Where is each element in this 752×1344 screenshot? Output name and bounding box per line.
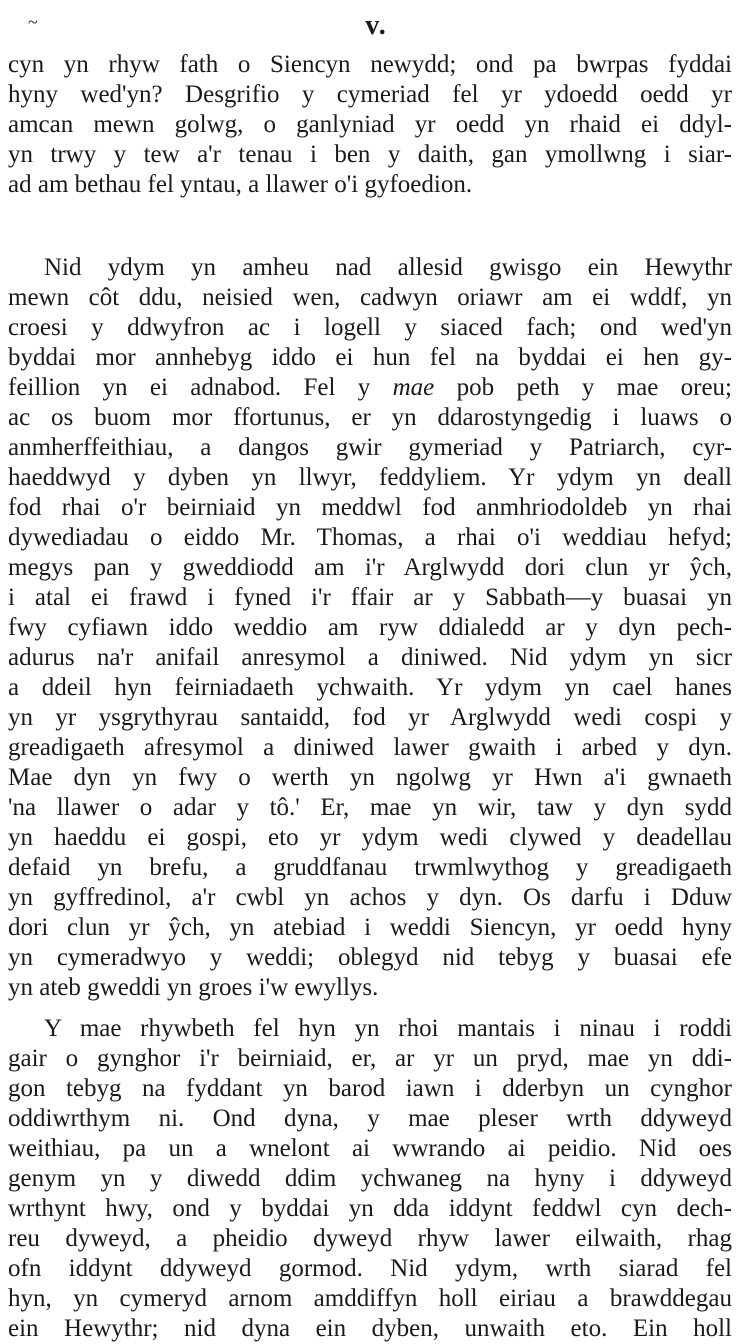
text-line: fwy cyfiawn iddo weddio am ryw ddialedd ar y dyn pech- [8,614,732,641]
text-line: yn trwy y tew a'r tenau i ben y daith, gan ymollwng i siar- [8,141,732,168]
page-header [0,12,752,40]
text-line: haeddwyd y dyben yn llwyr, feddyliem. Yr ydym yn deall [8,464,732,491]
text-line: Mae dyn yn fwy o werth yn ngolwg yr Hwn a'i gwnaeth [8,764,732,791]
text-line: fod rhai o'r beirniaid yn meddwl fod anmhriodoldeb yn rhai [8,494,732,521]
text-line: ad am bethau fel yntau, a llawer o'i gyfoedion. [8,171,473,198]
italic-emphasis: mae [392,374,435,401]
text-line: yn cymeradwyo y weddi; oblegyd nid tebyg y buasai efe [8,944,732,971]
text-line: hyn, yn cymeryd arnom amddiffyn holl eiriau a brawddegau [8,1285,732,1312]
text-line: yn haeddu ei gospi, eto yr ydym wedi clywed y deadellau [8,824,732,851]
text-line: Y mae rhywbeth fel hyn yn rhoi mantais i ninau i roddi [44,1015,732,1042]
text-line: dori clun yr ŷch, yn atebiad i weddi Siencyn, yr oedd hyny [8,914,732,941]
text-line: weithiau, pa un a wnelont ai wwrando ai peidio. Nid oes [8,1135,732,1162]
text-line: mewn côt ddu, neisied wen, cadwyn oriawr am ei wddf, yn [8,284,732,311]
text-line: genym yn y diwedd ddim ychwaneg na hyny i ddyweyd [8,1165,732,1192]
text-line: gair o gynghor i'r beirniaid, er, ar yr un pryd, mae yn ddi- [8,1045,732,1072]
text-line: yn yr ysgrythyrau santaidd, fod yr Arglwydd wedi cospi y [8,704,732,731]
text-line: byddai mor annhebyg iddo ei hun fel na byddai ei hen gy- [8,344,732,371]
paragraph-1 [8,50,732,200]
text-line: ofn iddynt ddyweyd gormod. Nid ydym, wrth siarad fel [8,1255,732,1282]
text-line: defaid yn brefu, a gruddfanau trwmlwythog y greadigaeth [8,854,732,881]
text-line: dywediadau o eiddo Mr. Thomas, a rhai o'i weddiau hefyd; [8,524,732,551]
text-line: yn gyffredinol, a'r cwbl yn achos y dyn. Os darfu i Dduw [8,884,732,911]
text-line-italic: feillion yn ei adnabod. Fel y mae pob peth y mae oreu; [8,374,732,401]
text-line: croesi y ddwyfron ac i logell y siaced fach; ond wed'yn [8,314,732,341]
text-line: greadigaeth afresymol a diniwed lawer gwaith i arbed y dyn. [8,734,732,761]
text-line: yn ateb gweddi yn groes i'w ewyllys. [8,974,379,1001]
text-line: adurus na'r anifail anresymol a diniwed. Nid ydym yn sicr [8,644,732,671]
text-line: oddiwrthym ni. Ond dyna, y mae pleser wrth ddyweyd [8,1105,732,1132]
text-line: cyn yn rhyw fath o Siencyn newydd; ond pa bwrpas fyddai [8,51,732,78]
text-line: hyny wed'yn? Desgrifio y cymeriad fel yr ydoedd oedd yr [8,81,732,108]
text-line: a ddeil hyn feirniadaeth ychwaith. Yr ydym yn cael hanes [8,674,732,701]
text-line: megys pan y gweddiodd am i'r Arglwydd dori clun yr ŷch, [8,554,732,581]
page-number: v. [365,10,387,41]
text-line: ac os buom mor ffortunus, er yn ddarostyngedig i luaws o [8,404,732,431]
text-line: 'na llawer o adar y tô.' Er, mae yn wir, taw y dyn sydd [8,794,732,821]
text-line: anmherffeithiau, a dangos gwir gymeriad y Patriarch, cyr- [8,434,732,461]
text-line: Nid ydym yn amheu nad allesid gwisgo ein Hewythr [44,254,732,281]
text-line: ein Hewythr; nid dyna ein dyben, unwaith eto. Ein holl [8,1315,732,1342]
text-line: i atal ei frawd i fyned i'r ffair ar y Sabbath—y buasai yn [8,584,732,611]
text-line: gon tebyg na fyddant yn barod iawn i dderbyn un cynghor [8,1075,732,1102]
text-line: wrthynt hwy, ond y byddai yn dda iddynt feddwl cyn dech- [8,1195,732,1222]
text-line: amcan mewn golwg, o ganlyniad yr oedd yn rhaid ei ddyl- [8,111,732,138]
paragraph-3 [8,1014,732,1344]
text-line: reu dyweyd, a pheidio dyweyd rhyw lawer eilwaith, rhag [8,1225,732,1252]
header-mark: ~ [28,12,39,32]
paragraph-2 [8,253,732,1003]
